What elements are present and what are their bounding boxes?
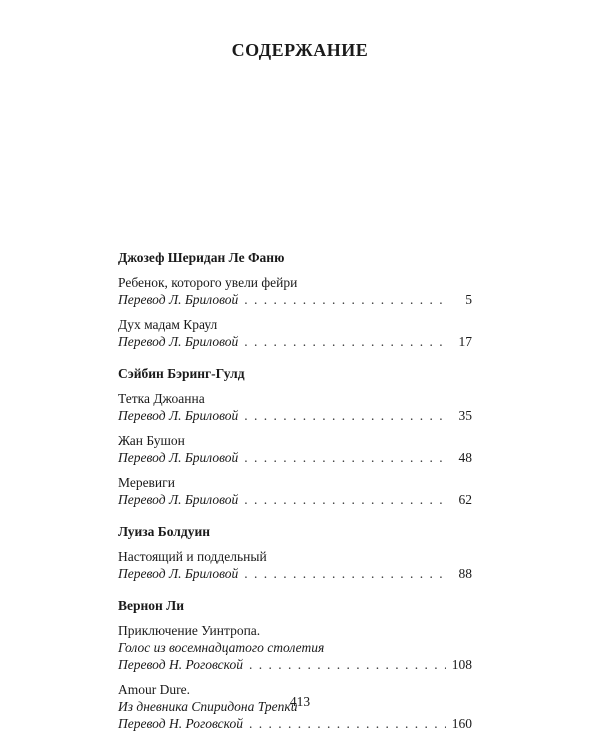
toc-entry [118,274,472,308]
toc-entry [118,622,472,673]
dot-leader [244,491,448,508]
dot-leader [244,565,448,582]
toc-section [118,248,472,350]
dot-leader [244,333,448,350]
author-heading: Сэйбин Бэринг-Гулд [118,366,245,381]
entry-title: Ребенок, которого увели фейри [118,275,298,290]
entry-translator-line [118,656,472,673]
entry-page: 160 [451,716,472,731]
entry-title: Жан Бушон [118,433,185,448]
table-of-contents [118,248,472,746]
toc-entry [118,390,472,424]
entry-translator: Перевод Л. Бриловой [118,408,239,423]
entry-page: 88 [458,566,472,581]
entry-translator: Перевод Л. Бриловой [118,334,239,349]
toc-section [118,596,472,732]
entry-title: Тетка Джоанна [118,391,205,406]
entry-translator: Перевод Л. Бриловой [118,566,239,581]
entry-translator: Перевод Н. Роговской [118,657,243,672]
entry-translator: Перевод Л. Бриловой [118,450,239,465]
entry-translator: Перевод Л. Бриловой [118,292,239,307]
toc-section [118,522,472,582]
author-heading: Джозеф Шеридан Ле Фаню [118,250,285,265]
dot-leader [249,715,446,732]
entry-translator-line [118,333,472,350]
page-number: 413 [289,694,311,709]
toc-entry [118,316,472,350]
entry-translator-line [118,291,472,308]
toc-entry [118,548,472,582]
entry-title: Amour Dure. [118,682,190,697]
entry-title: Приключение Уинтропа. [118,623,261,638]
toc-entry [118,474,472,508]
dot-leader [244,449,448,466]
entry-page: 17 [458,334,472,349]
entry-title: Дух мадам Краул [118,317,218,332]
author-heading: Вернон Ли [118,598,185,613]
entry-translator: Перевод Н. Роговской [118,716,243,731]
dot-leader [244,407,448,424]
entry-translator-line [118,449,472,466]
author-heading: Луиза Болдуин [118,524,211,539]
dot-leader [249,656,446,673]
entry-translator-line [118,565,472,582]
toc-entry [118,432,472,466]
entry-translator-line [118,491,472,508]
entry-page: 5 [465,292,472,307]
toc-section [118,364,472,508]
entry-title: Меревиги [118,475,175,490]
dot-leader [244,291,448,308]
entry-translator-line [118,715,472,732]
entry-page: 35 [458,408,472,423]
entry-subtitle: Голос из восемнадцатого столетия [118,640,325,655]
entry-subtitle: Из дневника Спиридона Трепки [118,699,298,714]
page-title: СОДЕРЖАНИЕ [231,40,369,60]
entry-translator: Перевод Л. Бриловой [118,492,239,507]
entry-title: Настоящий и поддельный [118,549,267,564]
entry-page: 62 [458,492,472,507]
entry-page: 108 [451,657,472,672]
entry-page: 48 [458,450,472,465]
entry-translator-line [118,407,472,424]
